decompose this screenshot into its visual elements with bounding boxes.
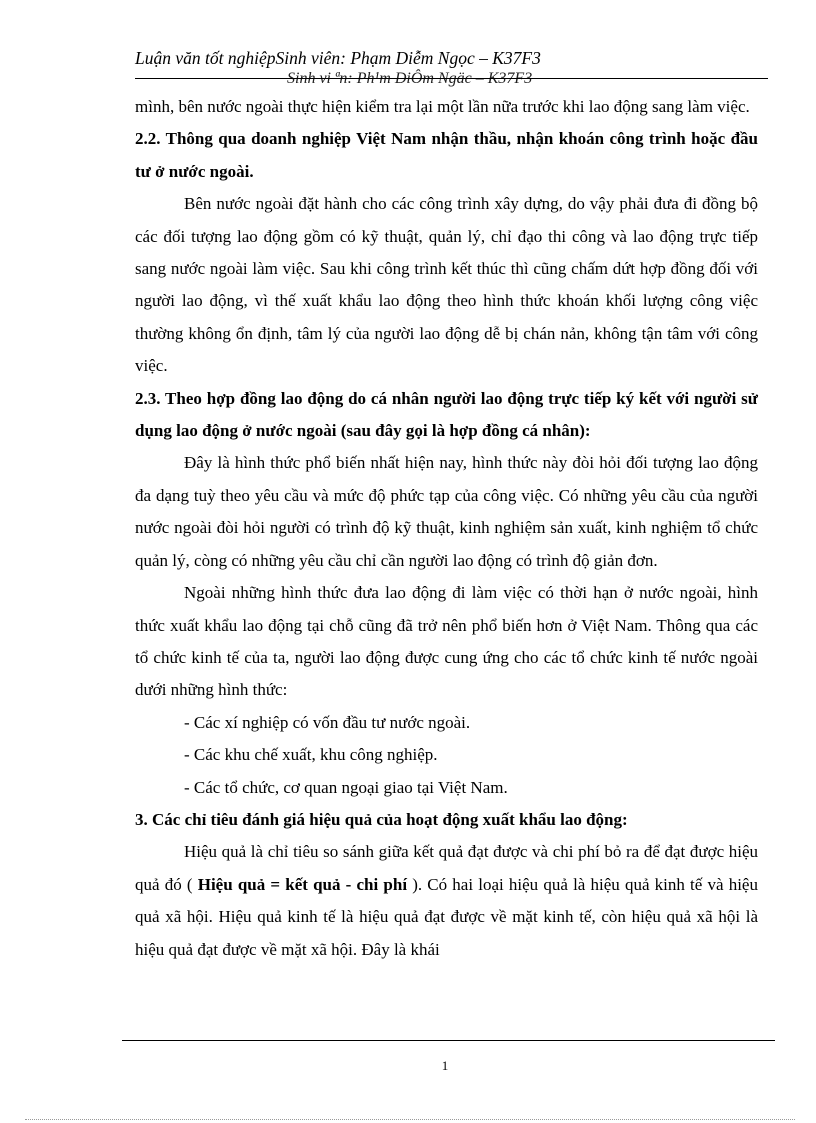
header-title: Luận văn tốt nghiệpSinh viên: Phạm Diễm Ngọc – K37F3	[135, 48, 541, 68]
page-number: 1	[441, 1058, 449, 1073]
list-item: - Các tổ chức, cơ quan ngoại giao tại Việt Nam.	[184, 777, 508, 797]
paragraph-2-2: Bên nước ngoài đặt hành cho các công trình xây dựng, do vậy phải đưa đi đồng bộ các đối tượng lao động gồm có kỹ thuật, quản lý, chỉ đạo thi công và lao động trực tiếp sang nước ngoài làm việc. Sau khi công trình kết thúc thì cũng chấm dứt hợp đồng đối với người lao động, vì thế xuất khẩu lao động theo hình thức khoán khối lượng công việc thường không ổn định, tâm lý của người lao động dễ bị chán nản, không tận tâm với công việc.	[135, 194, 758, 376]
paragraph-2-3-b: Ngoài những hình thức đưa lao động đi làm việc có thời hạn ở nước ngoài, hình thức xuất khẩu lao động tại chỗ cũng đã trở nên phổ biến hơn ở Việt Nam. Thông qua các tổ chức kinh tế của ta, người lao động được cung ứng cho các tổ chức kinh tế nước ngoài dưới những hình thức:	[135, 583, 758, 700]
header-garbled-line: Sinh vi ªn: Ph¹m DiÔm Ngäc – K37F3	[287, 70, 533, 87]
efficiency-formula: Hiệu quả = kết quả - chi phí	[197, 874, 408, 894]
page-bottom-border	[25, 1119, 795, 1120]
paragraph-3	[135, 836, 758, 966]
document-body	[135, 91, 758, 966]
paragraph-2-3-a: Đây là hình thức phổ biến nhất hiện nay, hình thức này đòi hỏi đối tượng lao động đa dạng tuỳ theo yêu cầu và mức độ phức tạp của công việc. Có những yêu cầu của người nước ngoài đòi hỏi người có trình độ kỹ thuật, kinh nghiệm sản xuất, kinh nghiệm tổ chức quản lý, còng có những yêu cầu chỉ cần người lao động có trình độ giản đơn.	[135, 453, 758, 570]
page-header	[135, 48, 775, 90]
paragraph-3-text-after: ). Có hai loại hiệu quả là hiệu quả kinh tế và hiệu quả xã hội. Hiệu quả kinh tế là hiệu quả đạt được về mặt kinh tế, còn hiệu quả xã hội là hiệu quả đạt được về mặt xã hội. Đây là khái	[135, 874, 758, 959]
footer-rule	[122, 1040, 775, 1041]
paragraph-3-text-before: Hiệu quả là chỉ tiêu so sánh giữa kết quả đạt được và chi phí bỏ ra để đạt được hiệu quả đó (	[135, 842, 758, 894]
heading-2-3: 2.3. Theo hợp đồng lao động do cá nhân người lao động trực tiếp ký kết với người sử dụng lao động ở nước ngoài (sau đây gọi là hợp đồng cá nhân):	[135, 388, 758, 441]
heading-3: 3. Các chỉ tiêu đánh giá hiệu quả của hoạt động xuất khẩu lao động:	[135, 809, 628, 829]
heading-2-2: 2.2. Thông qua doanh nghiệp Việt Nam nhận thầu, nhận khoán công trình hoặc đầu tư ở nước ngoài.	[135, 129, 758, 181]
paragraph-continuation: mình, bên nước ngoài thực hiện kiểm tra lại một lần nữa trước khi lao động sang làm việc.	[135, 97, 750, 116]
header-rule	[135, 78, 768, 79]
list-item: - Các xí nghiệp có vốn đầu tư nước ngoài.	[184, 712, 471, 732]
list-item: - Các khu chế xuất, khu công nghiệp.	[184, 745, 438, 765]
